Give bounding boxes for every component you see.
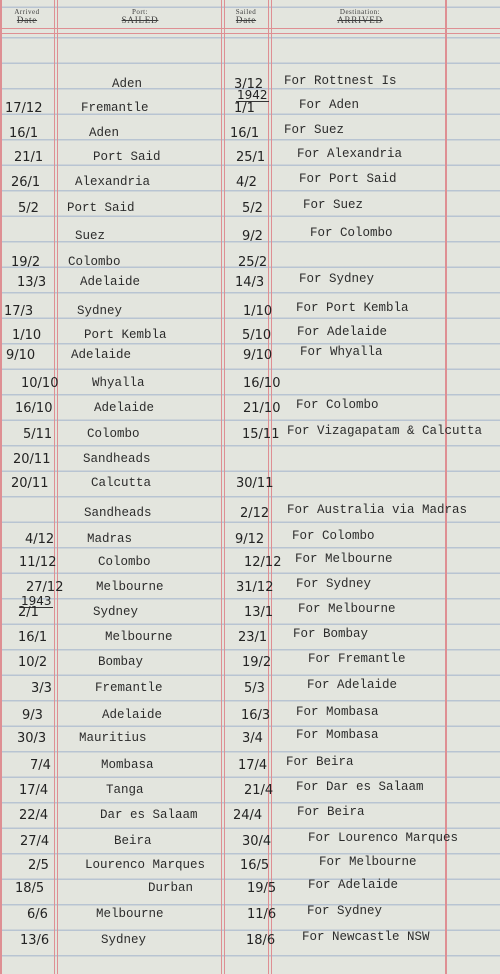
destination-text: For Suez (303, 198, 364, 212)
port-name: Suez (75, 229, 106, 243)
sailed-date: 19/5 (247, 881, 277, 896)
port-name: Colombo (98, 555, 151, 569)
arrived-date: 11/12 (19, 555, 57, 570)
arrived-date: 20/11 (11, 476, 49, 491)
port-name: Aden (112, 77, 143, 91)
arrived-date: 19/2 (11, 255, 41, 270)
destination-text: For Newcastle NSW (302, 930, 430, 944)
destination-text: For Beira (286, 755, 354, 769)
port-name: Sydney (101, 933, 147, 947)
sailed-date: 3/12 (234, 77, 264, 92)
destination-text: For Mombasa (296, 728, 379, 742)
header-rule-2 (0, 33, 500, 34)
port-header (100, 8, 180, 24)
arrived-date: 9/10 (6, 348, 36, 363)
port-name: Mauritius (79, 731, 147, 745)
arrived-header-sub: Date (16, 15, 38, 25)
port-name: Port Said (67, 201, 135, 215)
port-name: Sydney (93, 605, 139, 619)
destination-text: For Colombo (296, 398, 379, 412)
arrived-date: 22/4 (19, 808, 49, 823)
port-name: Fremantle (95, 681, 163, 695)
destination-text: For Whyalla (300, 345, 383, 359)
sailed-date: 16/5 (240, 858, 270, 873)
arrived-date: 17/3 (4, 304, 34, 319)
sailed-date: 3/4 (242, 731, 263, 746)
sailed-date: 5/2 (242, 201, 263, 216)
port-name: Colombo (68, 255, 121, 269)
arrived-date: 16/1 (9, 126, 39, 141)
sailed-date: 25/2 (238, 255, 268, 270)
destination-text: For Vizagapatam & Calcutta (287, 424, 483, 438)
arrived-date: 13/6 (20, 933, 50, 948)
destination-text: For Colombo (310, 226, 393, 240)
port-name: Colombo (87, 427, 140, 441)
arrived-date: 6/6 (27, 907, 48, 922)
arrived-date: 1/10 (12, 328, 42, 343)
port-name: Adelaide (80, 275, 141, 289)
sailed-date: 13/1 (244, 605, 274, 620)
destination-text: For Port Said (299, 172, 397, 186)
arrived-date: 17/12 (5, 101, 43, 116)
sailed-date: 23/1 (238, 630, 268, 645)
arrived-date: 10/10 (21, 376, 59, 391)
arrived-date: 9/3 (22, 708, 43, 723)
destination-text: For Fremantle (308, 652, 406, 666)
port-name: Whyalla (92, 376, 145, 390)
sailed-date: 30/4 (242, 834, 272, 849)
arrived-date: 2/1 (18, 605, 39, 620)
port-name: Durban (148, 881, 194, 895)
destination-text: For Melbourne (295, 552, 393, 566)
sailed-date: 2/12 (240, 506, 270, 521)
sailed-date: 4/2 (236, 175, 257, 190)
arrived-date: 27/12 (26, 580, 64, 595)
sailed-date: 14/3 (235, 275, 265, 290)
destination-header (310, 8, 410, 24)
arrived-date: 18/5 (15, 881, 45, 896)
port-name: Port Kembla (84, 328, 167, 342)
destination-text: For Adelaide (297, 325, 388, 339)
sailed-date: 17/4 (238, 758, 268, 773)
arrived-date: 2/5 (28, 858, 49, 873)
sailed-date: 5/10 (242, 328, 272, 343)
sailed-date: 9/2 (242, 229, 263, 244)
sailed-date: 31/12 (236, 580, 274, 595)
arrived-date: 10/2 (18, 655, 48, 670)
arrived-date: 5/2 (18, 201, 39, 216)
destination-header-sub: ARRIVED (337, 15, 383, 25)
destination-text: For Sydney (296, 577, 372, 591)
arrived-date: 16/1 (18, 630, 48, 645)
year-marker-1943: 1943 (21, 594, 52, 608)
port-name: Bombay (98, 655, 144, 669)
port-name: Beira (114, 834, 152, 848)
port-name: Sandheads (84, 506, 152, 520)
port-name: Adelaide (102, 708, 163, 722)
port-name: Adelaide (94, 401, 155, 415)
arrived-date: 7/4 (30, 758, 51, 773)
destination-text: For Beira (297, 805, 365, 819)
sailed-date: 16/3 (241, 708, 271, 723)
port-name: Aden (89, 126, 120, 140)
arrived-date: 4/12 (25, 532, 55, 547)
port-header-sub: SAILED (121, 15, 159, 25)
port-name: Port Said (93, 150, 161, 164)
port-name: Fremantle (81, 101, 149, 115)
arrived-date: 20/11 (13, 452, 51, 467)
port-name: Alexandria (75, 175, 151, 189)
sailed-date: 1/1 (234, 101, 255, 116)
sailed-header (224, 8, 268, 24)
destination-text: For Port Kembla (296, 301, 409, 315)
destination-text: For Australia via Madras (287, 503, 468, 517)
arrived-date: 3/3 (31, 681, 52, 696)
port-column-rule (221, 0, 225, 974)
arrived-column-rule (54, 0, 58, 974)
sailed-date: 9/12 (235, 532, 265, 547)
arrived-date: 30/3 (17, 731, 47, 746)
port-name: Sydney (77, 304, 123, 318)
sailed-date: 18/6 (246, 933, 276, 948)
port-name: Mombasa (101, 758, 154, 772)
destination-text: For Sydney (299, 272, 375, 286)
destination-right-rule (445, 0, 447, 974)
destination-text: For Suez (284, 123, 345, 137)
destination-text: For Melbourne (298, 602, 396, 616)
port-name: Madras (87, 532, 133, 546)
destination-header-label: Destination: (339, 8, 381, 16)
sailed-date: 5/3 (244, 681, 265, 696)
arrived-date: 21/1 (14, 150, 44, 165)
sailed-date: 12/12 (244, 555, 282, 570)
arrived-date: 13/3 (17, 275, 47, 290)
destination-text: For Aden (299, 98, 360, 112)
arrived-date: 16/10 (15, 401, 53, 416)
port-name: Melbourne (96, 580, 164, 594)
sailed-date: 1/10 (243, 304, 273, 319)
port-name: Tanga (106, 783, 144, 797)
sailed-date: 16/1 (230, 126, 260, 141)
left-margin-rule (0, 0, 2, 974)
port-name: Sandheads (83, 452, 151, 466)
destination-text: For Lourenco Marques (308, 831, 459, 845)
destination-text: For Adelaide (308, 878, 399, 892)
sailed-date: 16/10 (243, 376, 281, 391)
port-name: Calcutta (91, 476, 152, 490)
sailed-header-label: Sailed (235, 8, 257, 16)
sailed-date: 21/10 (243, 401, 281, 416)
sailed-date: 11/6 (247, 907, 277, 922)
port-name: Adelaide (71, 348, 132, 362)
port-name: Lourenco Marques (85, 858, 206, 872)
arrived-header (2, 8, 52, 24)
destination-text: For Adelaide (307, 678, 398, 692)
port-name: Melbourne (96, 907, 164, 921)
sailed-date: 24/4 (233, 808, 263, 823)
destination-text: For Colombo (292, 529, 375, 543)
destination-text: For Sydney (307, 904, 383, 918)
destination-text: For Melbourne (319, 855, 417, 869)
sailed-date: 15/11 (242, 427, 280, 442)
destination-text: For Alexandria (297, 147, 403, 161)
sailed-date: 30/11 (236, 476, 274, 491)
sailed-date: 19/2 (242, 655, 272, 670)
destination-text: For Rottnest Is (284, 74, 397, 88)
header-rule-1 (0, 28, 500, 29)
sailed-date: 25/1 (236, 150, 266, 165)
arrived-date: 27/4 (20, 834, 50, 849)
year-marker-1942: 1942 (237, 88, 268, 102)
arrived-header-label: Arrived (14, 8, 40, 16)
sailed-header-sub: Date (235, 15, 257, 25)
arrived-date: 17/4 (19, 783, 49, 798)
destination-text: For Dar es Salaam (296, 780, 424, 794)
sailed-date: 21/4 (244, 783, 274, 798)
port-header-label: Port: (131, 8, 149, 16)
port-name: Dar es Salaam (100, 808, 198, 822)
port-name: Melbourne (105, 630, 173, 644)
arrived-date: 5/11 (23, 427, 53, 442)
sailed-date: 9/10 (243, 348, 273, 363)
destination-text: For Bombay (293, 627, 369, 641)
arrived-date: 26/1 (11, 175, 41, 190)
destination-text: For Mombasa (296, 705, 379, 719)
